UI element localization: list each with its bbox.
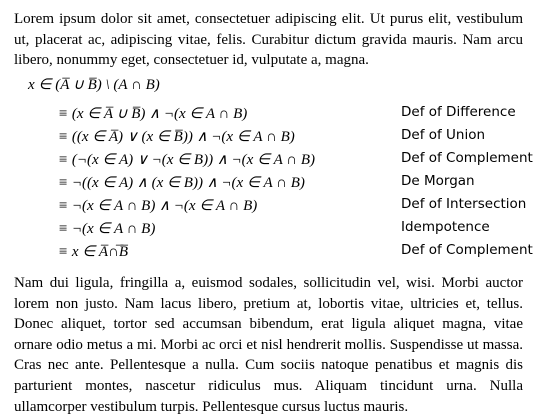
- step-justification: De Morgan: [401, 173, 475, 189]
- step-expression: ≡ ((x ∈ A̅) ∨ (x ∈ B̅)) ∧ ¬(x ∈ A ∩ B): [58, 129, 295, 145]
- derivation-step: [58, 196, 528, 216]
- step-justification: Def of Difference: [401, 104, 516, 120]
- step-justification: Def of Union: [401, 127, 486, 143]
- step-expression: ≡ ¬(x ∈ A ∩ B): [58, 221, 156, 237]
- step-expression: ≡ ¬(x ∈ A ∩ B) ∧ ¬(x ∈ A ∩ B): [58, 198, 258, 214]
- derivation-step: [58, 127, 528, 147]
- step-expression: ≡ (¬(x ∈ A) ∨ ¬(x ∈ B)) ∧ ¬(x ∈ A ∩ B): [58, 152, 315, 168]
- body-paragraph: Nam dui ligula, fringilla a, euismod sodales, sollicitudin vel, wisi. Morbi auctor lorem non justo. Nam lacus libero, pretium at, lobortis vitae, ultricies et, tellus. Donec aliquet, tortor sed accumsan bibendum, erat ligula aliquet magna, vitae ornare odio metus a mi. Morbi ac orci et nisl hendrerit mollis. Suspendisse ut massa. Cras nec ante. Pellentesque a nulla. Cum sociis natoque penatibus et magnis dis parturient montes, nascetur ridiculus mus. Aliquam tincidunt urna. Nulla ullamcorper vestibulum turpis. Pellentesque cursus luctus mauris.: [14, 275, 523, 415]
- derivation-step: [58, 104, 528, 124]
- derivation-step: [58, 219, 528, 239]
- step-justification: Def of Complement: [401, 242, 533, 258]
- step-expression: ≡ (x ∈ A̅ ∪ B̅) ∧ ¬(x ∈ A ∩ B): [58, 106, 248, 122]
- derivation-step: [58, 242, 533, 262]
- step-justification: Def of Intersection: [401, 196, 527, 212]
- derivation-step: [58, 173, 528, 193]
- derivation-statement: x ∈ (A̅ ∪ B̅) \ (A ∩ B): [28, 77, 160, 93]
- step-justification: Def of Complement: [401, 150, 533, 166]
- step-expression: ≡ ¬((x ∈ A) ∧ (x ∈ B)) ∧ ¬(x ∈ A ∩ B): [58, 175, 305, 191]
- derivation-step: [58, 150, 533, 170]
- intro-paragraph: Lorem ipsum dolor sit amet, consectetuer adipiscing elit. Ut purus elit, vestibulum ut, placerat ac, adipiscing vitae, felis. Curabitur dictum gravida mauris. Nam arcu libero, nonummy eget, consectetuer id, vulputate a, magna.: [14, 11, 523, 69]
- step-justification: Idempotence: [401, 219, 490, 235]
- step-expression: ≡ x ∈ A̅∩̅B̅: [58, 244, 128, 260]
